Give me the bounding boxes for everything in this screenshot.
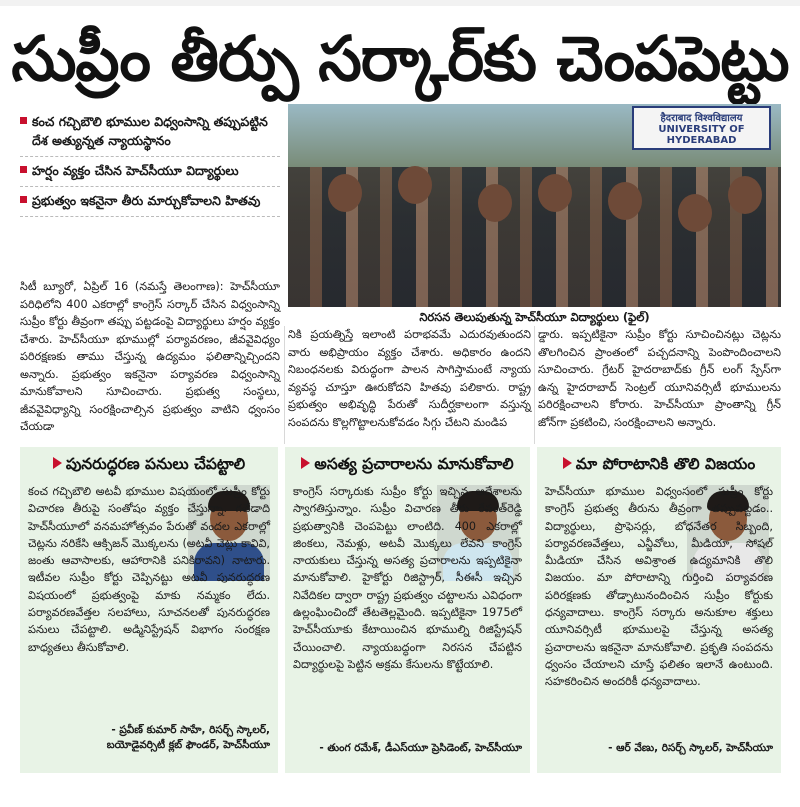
column-divider [284,326,285,444]
column-divider [534,326,535,444]
article-column-2 [288,326,531,431]
article-text: సిటీ బ్యూరో, ఏప్రిల్ 16 (నమస్తే తెలంగాణ): హెచ్‌సీయూ పరిధిలోని 400 ఎకరాల్లో కాంగ్రెస్ సర్కార్ చేసిన విధ్వంసాన్ని సుప్రీం కోర్టు తీవ్రంగా తప్పు పట్టడంపై విద్యార్థులు హర్షం వ్యక్తం చేశారు. హెచ్‌సీయూ భూముల్లో పర్యావరణం, జీవవైవిధ్యం పరిరక్షణకు తాము చేస్తున్న ఉద్యమం ఫలితాన్నిచ్చిందని అన్నారు. ప్రభుత్వం ఇకనైనా పర్యావరణ విధ్వంసాన్ని మానుకోవాలని సూచించారు. ప్రభుత్వ సంస్థలు, జీవవైవిధ్యాన్ని సంరక్షించాల్సిన ప్రభుత్వం వాటిని ధ్వంసం చేయడా [20,280,280,433]
article-column-1 [20,278,280,436]
person-head [538,174,572,212]
sign-english: UNIVERSITY OF HYDERABAD [658,124,745,146]
bullet-text: హర్షం వ్యక్తం చేసిన హెచ్‌సీయూ విద్యార్థులు [32,163,239,178]
bullet-square-icon [20,117,27,124]
title-marker-icon [301,457,310,469]
person-head [608,182,642,220]
box-text: హెచ్‌సీయూ భూముల విధ్వంసంలో సుప్రీం కోర్టు కాంగ్రెస్ ప్రభుత్వ తీరును తీవ్రంగా తప్పుపట్టడం.. విద్యార్థులు, ప్రొఫెసర్లు, బోధనేతర సిబ్బంది, పర్యావరణవేత్తలు, ఎన్జీవోలు, మీడియా, సోషల్ మీడియా చేసిన అవిశ్రాంత ఉద్యమానికి తొలి విజయం. మా పోరాటాన్ని గుర్తించి పర్యావరణ పరిరక్షణకు తోడ్పాటునందించిన సుప్రీం కోర్టుకు ధన్యవాదాలు. కాంగ్రెస్ సర్కారు అనుకూల శక్తులు యూనివర్సిటీ భూములపై చేస్తున్న అసత్య ప్రచారాలను ఇకనైనా మానుకోవాలి. ప్రకృతి సంపదను ధ్వంసం చేయాలని చూస్తే ఫలితం ఇలానే ఉంటుంది. సహకరించిన అందరికీ ధన్యవాదాలు. [545,485,773,689]
title-marker-icon [563,457,572,469]
box-signature: - తుంగ రమేశ్, డీఎస్‌యూ ప్రెసిడెంట్, హెచ్‌సీయూ [319,742,522,754]
box-text: కాంగ్రెస్ సర్కారుకు సుప్రీం కోర్టు ఇచ్చిన ఆదేశాలను స్వాగతిస్తున్నాం. సుప్రీం విచారణ తీరు రేవంత్‌రెడ్డి ప్రభుత్వానికి చెంపపెట్టు లాంటిది. 400 ఎకరాల్లో జింకలు, నెమళ్లు, అటవీ మొక్కలు లేవని కాంగ్రెస్ నాయకులు చేస్తున్న అసత్య ప్రచారాలను ఇప్పటికైనా మానుకోవాలి. హైకోర్టు రిజిస్ట్రార్, సీఈసీ ఇచ్చిన నివేదికల ద్వారా రాష్ట్ర ప్రభుత్వం చట్టాలను ఎవిధంగా ఉల్లంఘించిందో తేటతెల్లమైంది. ఇప్పటికైనా 1975లో హెచ్‌సీయూకు కేటాయించిన భూముల్ని రిజిస్ట్రేషన్ చేయించాలి. న్యాయబద్ధంగా నిరసన చేపట్టిన విద్యార్థులపై పెట్టిన అక్రమ కేసులను కొట్టేయాలి. [293,485,522,671]
article-text: డ్డారు. ఇప్పటికైనా సుప్రీం కోర్టు సూచించినట్లు చెట్లను తొలగించిన ప్రాంతంలో పచ్చదనాన్ని పెంపొందించాలని సూచించారు. గ్రేటర్ హైదరాబాద్‌కు గ్రీన్ లంగ్ స్పేస్‌గా ఉన్న హైదరాబాద్ సెంట్రల్ యూనివర్సిటీ భూములను పరిరక్షించాలని కోరారు. హెచ్‌సీయూ ప్రాంతాన్ని గ్రీన్ జోన్‌గా ప్రకటించి, సంరక్షించాలని అన్నారు. [538,328,781,429]
university-sign [632,106,771,150]
bullet-item [20,187,280,217]
title-marker-icon [53,457,62,469]
bullet-square-icon [20,166,27,173]
bullet-text: కంచ గచ్చిబౌలి భూముల విధ్వంసాన్ని తప్పుపట్టిన దేశ అత్యున్నత న్యాయస్థానం [32,114,268,148]
box-title: పునరుద్ధరణ పనులు చేపట్టాలి [20,453,278,475]
person-head [478,184,512,222]
summary-bullets [20,108,280,217]
box-title: అసత్య ప్రచారాలను మానుకోవాలి [285,453,530,475]
box-title: మా పోరాటానికి తొలి విజయం [537,453,781,475]
top-strip [0,0,800,6]
photo-caption: నిరసన తెలుపుతున్న హెచ్‌సీయూ విద్యార్థులు (ఫైల్) [419,310,650,324]
article-text: నికి ప్రయత్నిస్తే ఇలాంటి పరాభవమే ఎదురవుతుందని వారు అభిప్రాయం వ్యక్తం చేశారు. అధికారం ఉందని నిబంధనలకు విరుద్ధంగా పాలన సాగిస్తామంటే న్యాయ వ్యవస్థ చూస్తూ ఊరుకోదని హితవు పలికారు. రాష్ట్ర ప్రభుత్వం అభివృద్ధి పేరుతో సుదీర్ఘకాలంగా వస్తున్న సంపదను కొల్లగొట్టాలనుకోవడం సిగ్గు చేటని మండిప [288,328,531,429]
box-signature: - ఆర్ వేణు, రిసర్చ్ స్కాలర్, హెచ్‌సీయూ [608,742,773,754]
crowd-graphic [288,167,781,307]
headline: సుప్రీం తీర్పు సర్కార్‌కు చెంపపెట్టు [11,22,789,95]
protest-photo [288,104,781,307]
person-head [728,176,762,214]
box-text: కంచ గచ్చిబౌలి అటవీ భూముల విషయంలో సుప్రీం కోర్టు విచారణ తీరుపై సంతోషం వ్యక్తం చేస్తున్నా. గతేడాది హెచ్‌సీయూలో వనమహోత్సవం పేరుతో వందల ఎకరాల్లో చెట్లను నరికేసి ఆక్సిజన్ మొక్కలను (అటవీ చెట్లు కావివి, జంతు ఆవాసాలకు, ఆహారానికి పనికిరావని) నాటారు. ఇటీవల సుప్రీం కోర్టు చెప్పినట్టు అటవీ పునరుద్ధరణ విషయంలో ప్రభుత్వంపై మాకు నమ్మకం లేదు. పర్యావరణవేత్తల సలహాలు, సూచనలతో పునరుద్ధరణ పనులు చేపట్టాలి. అడ్మినిస్ట్రేషన్ విభాగం సంరక్షణ బాధ్యతలు తీసుకోవాలి. [28,485,270,654]
bullet-item [20,108,280,157]
box-signature: - ప్రవీణ్ కుమార్ సాహే, రిసర్చ్ స్కాలర్, బయోడైవర్సిటీ క్లబ్ ఫౌండర్, హెచ్‌సీయూ [106,724,270,751]
person-head [678,194,712,232]
bullet-text: ప్రభుత్వం ఇకనైనా తీరు మార్చుకోవాలని హితవు [32,193,261,208]
opinion-box-3 [537,447,781,773]
bullet-square-icon [20,196,27,203]
article-column-3 [538,326,781,431]
bullet-item [20,157,280,187]
opinion-box-1 [20,447,278,773]
person-head [328,174,362,212]
sign-hindi: हैदराबाद विश्वविद्यालय [660,113,743,124]
opinion-box-2 [285,447,530,773]
person-head [398,166,432,204]
